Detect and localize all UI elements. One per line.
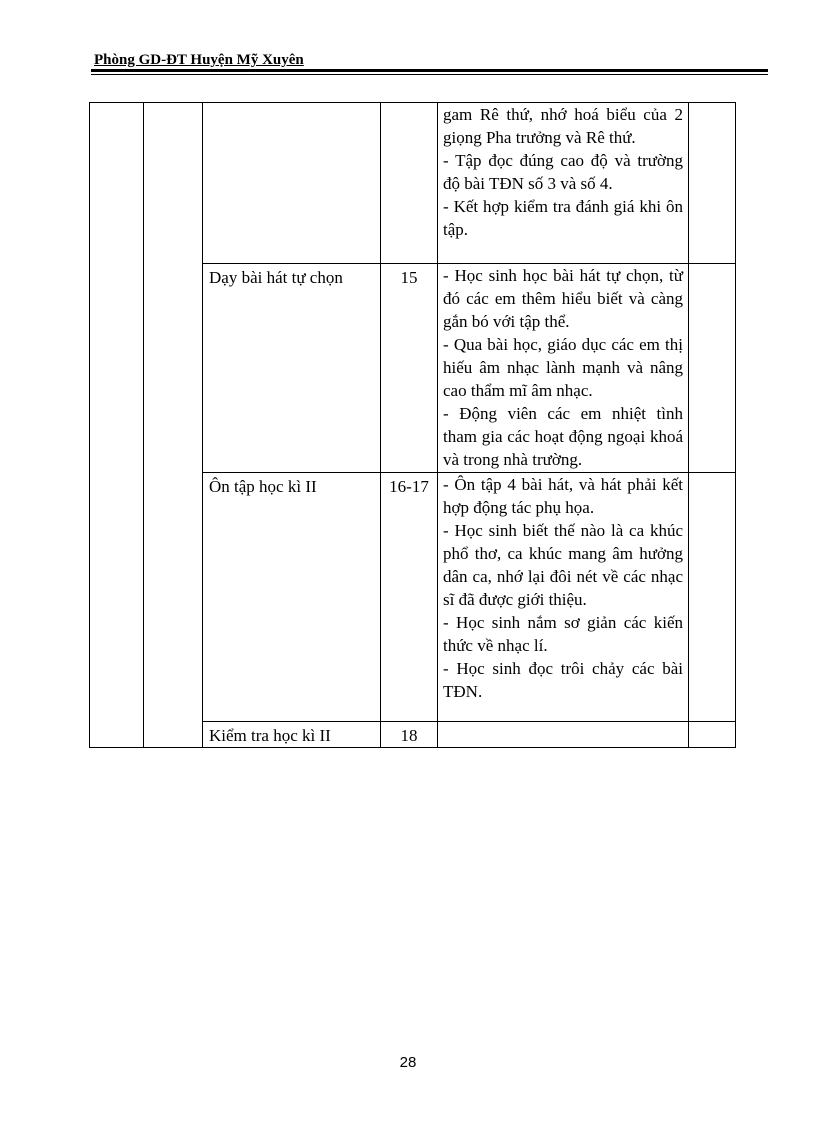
lesson-cell: Kiểm tra học kì II [203,722,381,748]
goals-cell [438,264,689,473]
notes-cell [689,473,736,722]
goals-cell [438,473,689,722]
goal-line: - Học sinh nắm sơ giản các kiến thức về nhạc lí. [443,613,683,655]
goal-line: - Kết hợp kiểm tra đánh giá khi ôn tập. [443,197,683,239]
goal-line: gam Rê thứ, nhớ hoá biểu của 2 giọng Pha trưởng và Rê thứ. [443,105,683,147]
merged-cell-col1 [90,103,144,748]
week-cell [381,103,438,264]
page-number: 28 [399,1054,417,1071]
merged-cell-col2 [144,103,203,748]
goal-line: - Ôn tập 4 bài hát, và hát phải kết hợp động tác phụ họa. [443,475,683,517]
table-row [90,103,736,264]
goals-cell [438,722,689,748]
notes-cell [689,722,736,748]
goal-line: - Tập đọc đúng cao độ và trường độ bài TĐN số 3 và số 4. [443,151,683,193]
goal-line: - Học sinh đọc trôi chảy các bài TĐN. [443,659,683,701]
header-rule-thin [91,74,768,75]
goals-cell [438,103,689,264]
lesson-cell: Ôn tập học kì II [203,473,381,722]
header-rule-thick [91,69,768,72]
curriculum-table [89,102,736,748]
notes-cell [689,264,736,473]
week-cell: 16-17 [381,473,438,722]
week-cell: 18 [381,722,438,748]
document-header: Phòng GD-ĐT Huyện Mỹ Xuyên [94,52,304,68]
goal-line: - Qua bài học, giáo dục các em thị hiếu âm nhạc lành mạnh và nâng cao thẩm mĩ âm nhạc. [443,335,683,400]
lesson-cell: Dạy bài hát tự chọn [203,264,381,473]
goal-line: - Học sinh biết thế nào là ca khúc phổ thơ, ca khúc mang âm hưởng dân ca, nhớ lại đôi nét về các nhạc sĩ đã được giới thiệu. [443,521,683,609]
week-cell: 15 [381,264,438,473]
notes-cell [689,103,736,264]
goal-line: - Động viên các em nhiệt tình tham gia các hoạt động ngoại khoá và trong nhà trường. [443,404,683,469]
lesson-cell [203,103,381,264]
goal-line: - Học sinh học bài hát tự chọn, từ đó các em thêm hiểu biết và càng gắn bó với tập thể. [443,266,683,331]
